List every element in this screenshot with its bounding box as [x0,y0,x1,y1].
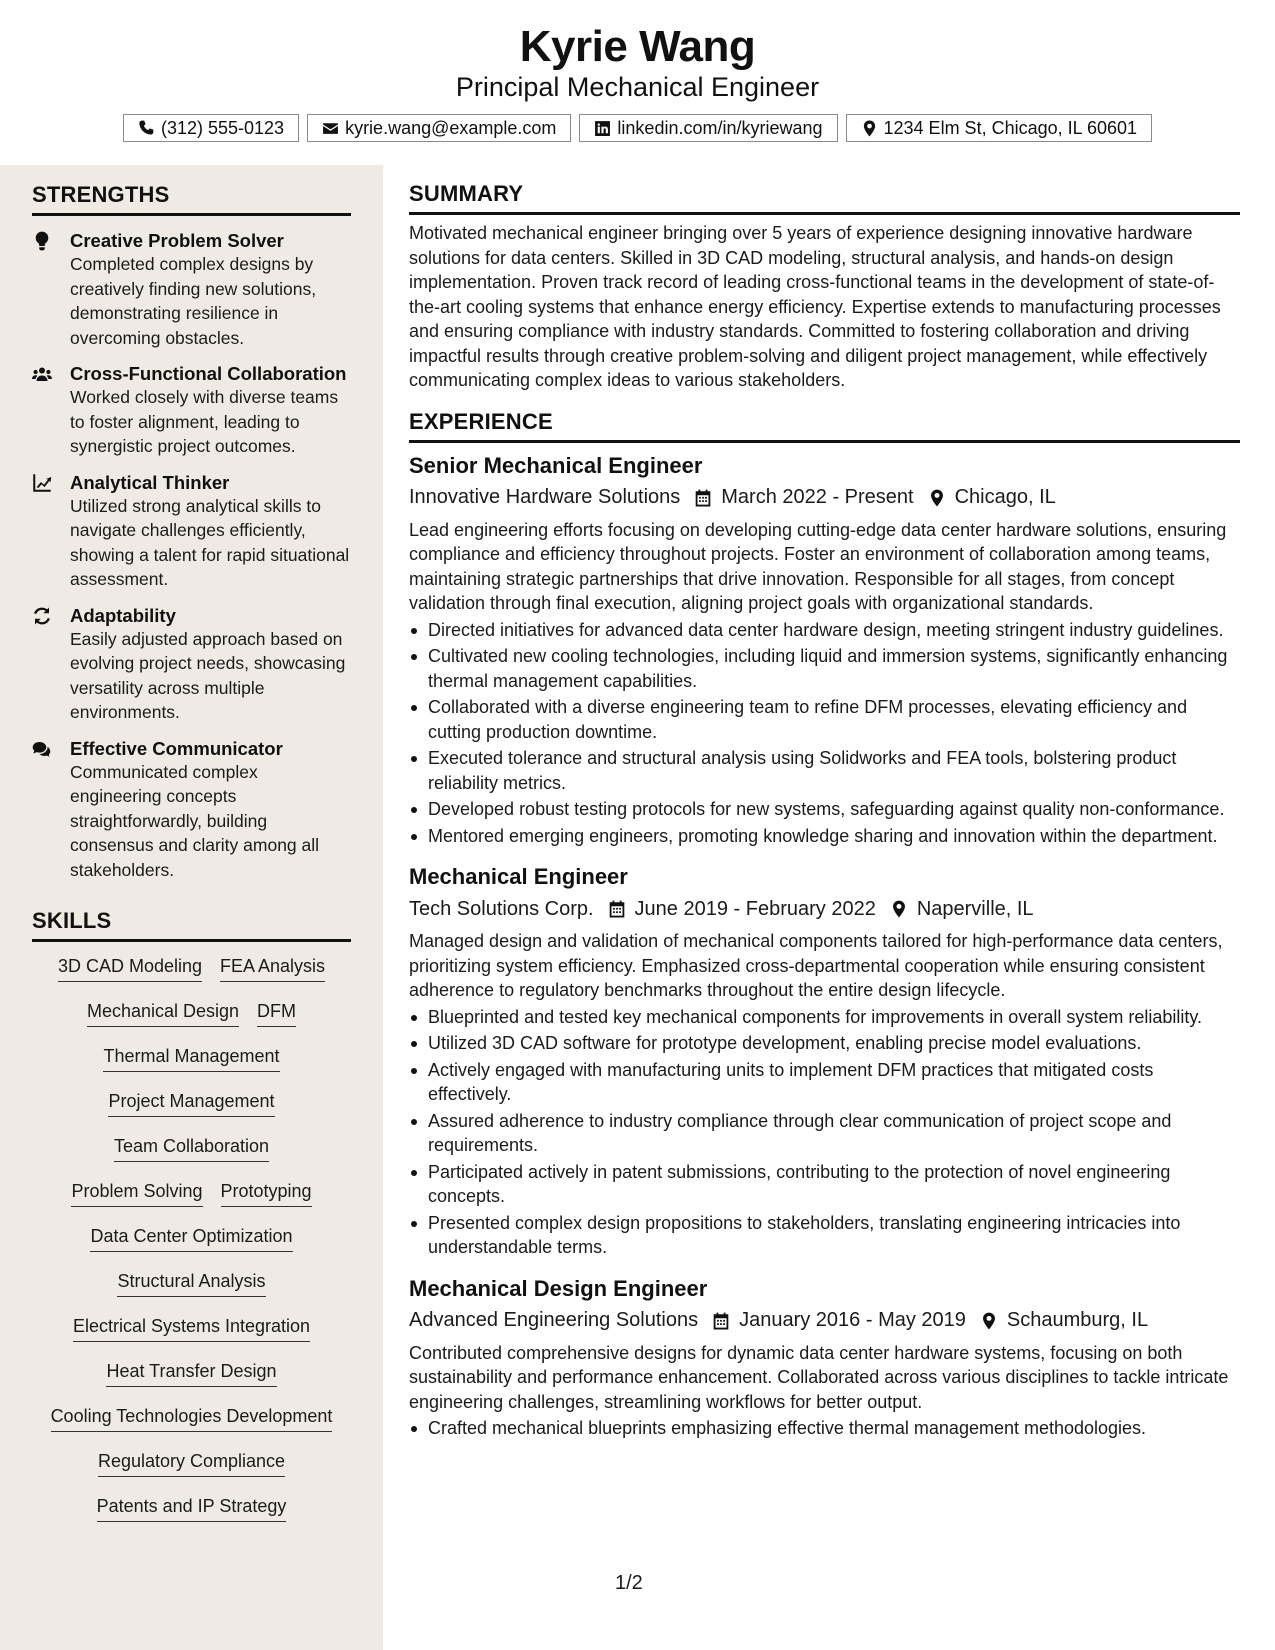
experience-heading: EXPERIENCE [409,409,1240,443]
job-title: Senior Mechanical Engineer [409,452,703,478]
strength-title: Cross-Functional Collaboration [70,363,347,384]
contact-linkedin-text: linkedin.com/in/kyriewang [617,117,823,138]
skill-tag: Electrical Systems Integration [73,1316,310,1342]
bullet-item: Assured adherence to industry compliance through clear communication of project scope and requirements. [409,1109,1240,1158]
location-pin-icon [980,1312,998,1330]
job-entry [409,862,1240,1260]
contact-address-text: 1234 Elm St, Chicago, IL 60601 [883,117,1138,138]
contact-email[interactable] [307,114,571,142]
job-description: Lead engineering efforts focusing on developing cutting-edge data center hardware solutions, ensuring compliance and efficiency throughout projects. Foster an environment of collaboration among teams, maintaining strategic partnerships that drive innovation. Responsible for all stages, from concept validation through final execution, aligning project goals with organizational standards. [409,519,1227,613]
location-pin-icon [861,120,878,137]
summary-text: Motivated mechanical engineer bringing over 5 years of experience designing innovative hardware solutions for data centers. Skilled in 3D CAD modeling, structural analysis, and hands-on design implementation. Proven track record of leading cross-functional teams in the development of state-of-the-art cooling systems that enhance energy efficiency. Expertise extends to manufacturing processes and ensuring compliance with industry standards. Committed to fostering collaboration and driving impactful results through creative problem-solving and diligent project management, while effectively communicating complex ideas to various stakeholders. [409,223,1221,390]
strengths-heading: STRENGTHS [32,182,351,216]
job-company: Tech Solutions Corp. [409,897,594,920]
job-bullets [409,618,1240,849]
skill-tag: Thermal Management [103,1046,279,1072]
job-company: Advanced Engineering Solutions [409,1309,699,1331]
skill-tag: Structural Analysis [117,1271,265,1297]
candidate-title: Principal Mechanical Engineer [455,72,820,102]
skill-tag: Team Collaboration [114,1136,269,1162]
strength-desc: Communicated complex engineering concepts straightforwardly, building consensus and clarity among all stakeholders. [70,761,320,880]
skill-tag: Cooling Technologies Development [51,1406,333,1432]
strength-title: Analytical Thinker [70,471,230,493]
skill-tag: FEA Analysis [220,956,325,982]
strength-item [32,229,351,350]
location-pin-icon [890,900,908,918]
contact-bar [0,114,1275,142]
skills-heading: SKILLS [32,908,351,942]
comments-icon [32,739,52,759]
bullet-item: Presented complex design propositions to stakeholders, translating engineering intricacies into understandable terms. [409,1211,1240,1260]
contact-email-text: kyrie.wang@example.com [345,117,557,138]
bullet-item: Collaborated with a diverse engineering team to refine DFM processes, elevating efficiency and cutting production downtime. [409,695,1240,744]
skill-tag: DFM [257,1001,296,1027]
bullet-item: Participated actively in patent submissions, contributing to the protection of novel engineering concepts. [409,1160,1240,1209]
lightbulb-icon [32,231,52,251]
contact-address[interactable] [846,114,1153,142]
bullet-item: Cultivated new cooling technologies, including liquid and immersion systems, significantly enhancing thermal management capabilities. [409,644,1240,693]
calendar-icon [712,1312,730,1330]
summary-heading: SUMMARY [409,181,1240,215]
bullet-item: Utilized 3D CAD software for prototype development, enabling precise model evaluations. [409,1031,1240,1056]
job-meta [409,1306,1240,1336]
phone-icon [138,120,155,137]
job-meta [409,483,1240,513]
skill-tag: Project Management [108,1091,274,1117]
job-entry [409,451,1240,849]
strength-item [32,604,351,725]
contact-phone[interactable] [123,114,299,142]
contact-linkedin[interactable] [579,114,837,142]
skill-tag: 3D CAD Modeling [58,956,202,982]
bullet-item: Crafted mechanical blueprints emphasizing effective thermal management methodologies. [409,1416,1240,1441]
strength-item [32,737,351,883]
skill-tag: Heat Transfer Design [106,1361,276,1387]
skill-tag: Patents and IP Strategy [97,1496,287,1522]
main-content [409,181,1240,1441]
chart-line-icon [32,473,52,493]
bullet-item: Actively engaged with manufacturing units to implement DFM practices that mitigated costs effectively. [409,1058,1240,1107]
calendar-icon [608,900,626,918]
job-title: Mechanical Engineer [409,864,628,889]
envelope-icon [322,120,339,137]
job-bullets [409,1005,1240,1260]
strength-title: Creative Problem Solver [70,230,284,251]
job-entry [409,1274,1240,1441]
bullet-item: Blueprinted and tested key mechanical components for improvements in overall system reliability. [409,1005,1240,1030]
strength-desc: Utilized strong analytical skills to navigate challenges efficiently, showing a talent for rapid situational assessment. [70,495,350,589]
strength-desc: Easily adjusted approach based on evolving project needs, showcasing versatility across multiple environments. [70,628,346,722]
linkedin-icon [594,120,611,137]
strength-title: Effective Communicator [70,737,283,759]
skill-tag: Data Center Optimization [90,1226,292,1252]
skill-tag: Regulatory Compliance [98,1451,285,1477]
calendar-icon [694,489,712,507]
strength-desc: Worked closely with diverse teams to foster alignment, leading to synergistic project outcomes. [70,387,339,456]
skill-tag: Problem Solving [71,1181,202,1207]
strength-item [32,471,351,592]
strength-item [32,362,351,459]
bullet-item: Developed robust testing protocols for new systems, safeguarding against quality non-conformance. [409,797,1240,822]
resume-header [0,0,1275,165]
strength-title: Adaptability [70,604,176,626]
location-pin-icon [928,489,946,507]
bullet-item: Executed tolerance and structural analysis using Solidworks and FEA tools, bolstering product reliability metrics. [409,746,1240,795]
sync-icon [32,606,52,626]
job-meta [409,894,1240,924]
skill-tag: Mechanical Design [87,1001,239,1027]
job-location: Schaumburg, IL [1006,1309,1149,1331]
contact-phone-text: (312) 555-0123 [160,117,285,138]
users-icon [32,364,52,384]
bullet-item: Mentored emerging engineers, promoting knowledge sharing and innovation within the department. [409,824,1240,849]
job-bullets [409,1416,1240,1441]
skills-list [32,946,351,1531]
job-dates: January 2016 - May 2019 [739,1309,966,1331]
page-number: 1/2 [615,1572,643,1594]
job-description: Managed design and validation of mechanical components tailored for high-performance data centers, prioritizing system efficiency. Emphasized cross-departmental cooperation while ensuring consistent adherence to regulatory benchmarks throughout the entire design lifecycle. [409,931,1223,1000]
job-location: Chicago, IL [954,486,1056,508]
job-dates: June 2019 - February 2022 [634,897,876,920]
skill-tag: Prototyping [221,1181,312,1207]
candidate-name: Kyrie Wang [519,22,756,71]
bullet-item: Directed initiatives for advanced data center hardware design, meeting stringent industry guidelines. [409,618,1240,643]
job-location: Naperville, IL [916,897,1034,920]
sidebar [0,165,383,1650]
job-company: Innovative Hardware Solutions [409,486,681,508]
job-dates: March 2022 - Present [721,486,914,508]
strength-desc: Completed complex designs by creatively finding new solutions, demonstrating resilience in overcoming obstacles. [70,254,317,348]
job-title: Mechanical Design Engineer [409,1275,708,1301]
job-description: Contributed comprehensive designs for dynamic data center hardware systems, focusing on both sustainability and performance enhancement. Collaborated across various disciplines to tackle intricate engineering challenges, streamlining workflows for better output. [409,1342,1229,1412]
